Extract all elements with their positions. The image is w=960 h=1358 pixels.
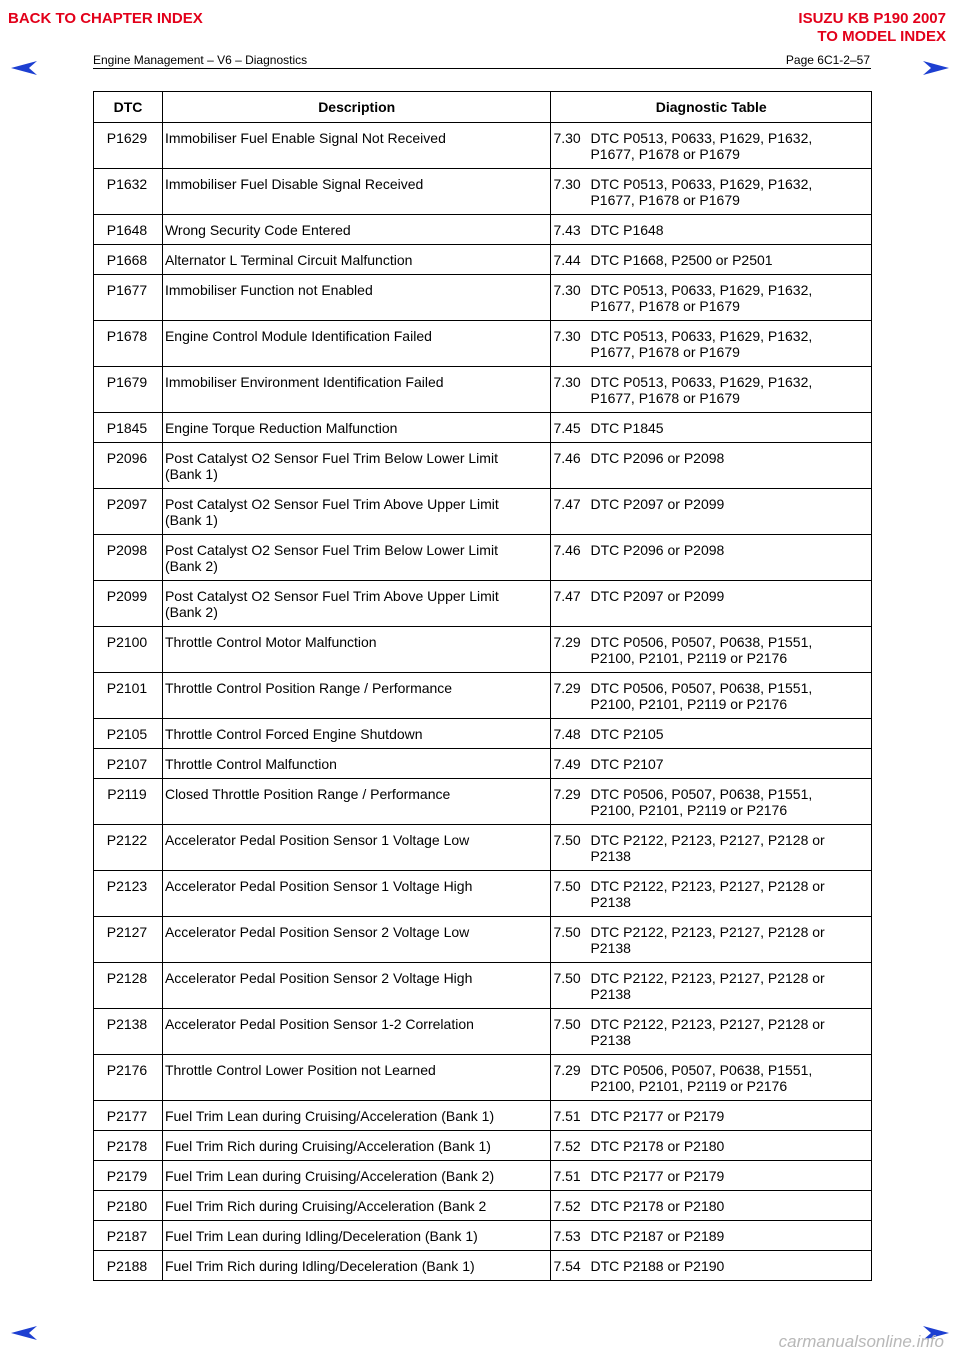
description-line: Post Catalyst O2 Sensor Fuel Trim Below Lower Limit — [164, 542, 498, 558]
diagnostic-line: DTC P2178 or P2180 — [590, 1138, 725, 1154]
prev-page-arrow-bottom-icon[interactable] — [10, 1325, 38, 1341]
watermark: carmanualsonline.info — [778, 1332, 944, 1351]
diagnostic-table-number: 7.30 — [553, 282, 581, 298]
description-line: Accelerator Pedal Position Sensor 2 Voltage High — [164, 970, 473, 986]
diagnostic-table-ref — [551, 535, 872, 581]
section-title: Engine Management – V6 – Diagnostics — [93, 53, 308, 67]
dtc-code: P2187 — [94, 1221, 163, 1251]
diagnostic-line: DTC P2097 or P2099 — [590, 588, 725, 604]
table-row — [94, 1131, 872, 1161]
diagnostic-table-ref — [551, 367, 872, 413]
dtc-description — [162, 779, 551, 825]
diagnostic-table-title — [590, 1228, 867, 1244]
dtc-description — [162, 275, 551, 321]
diagnostic-table-title — [590, 1108, 867, 1124]
diagnostic-table-title — [590, 328, 867, 360]
diagnostic-table-title — [590, 756, 867, 772]
description-line: Fuel Trim Lean during Idling/Deceleration (Bank 1) — [164, 1228, 478, 1244]
diagnostic-table-ref — [551, 1251, 872, 1281]
prev-page-arrow-icon[interactable] — [10, 60, 38, 76]
diagnostic-table-ref — [551, 123, 872, 169]
table-row — [94, 871, 872, 917]
diagnostic-table-ref — [551, 1055, 872, 1101]
diagnostic-line: DTC P2122, P2123, P2127, P2128 or — [590, 1016, 825, 1032]
diagnostic-table-title — [590, 1138, 867, 1154]
description-line: Fuel Trim Lean during Cruising/Acceleration (Bank 1) — [164, 1108, 495, 1124]
diagnostic-table-ref — [551, 719, 872, 749]
dtc-code: P2188 — [94, 1251, 163, 1281]
table-row — [94, 1009, 872, 1055]
diagnostic-line: DTC P0513, P0633, P1629, P1632, — [590, 282, 813, 298]
diagnostic-table-ref — [551, 1009, 872, 1055]
description-line: Wrong Security Code Entered — [164, 222, 351, 238]
diagnostic-line: DTC P1668, P2500 or P2501 — [590, 252, 773, 268]
diagnostic-line: DTC P2188 or P2190 — [590, 1258, 725, 1274]
table-row — [94, 1101, 872, 1131]
description-line: Immobiliser Fuel Disable Signal Received — [164, 176, 424, 192]
table-row — [94, 215, 872, 245]
description-line: Accelerator Pedal Position Sensor 1-2 Correlation — [164, 1016, 474, 1032]
diagnostic-line: P1677, P1678 or P1679 — [590, 390, 740, 406]
diagnostic-line: DTC P2122, P2123, P2127, P2128 or — [590, 970, 825, 986]
diagnostic-table-ref — [551, 1131, 872, 1161]
dtc-code: P1629 — [94, 123, 163, 169]
diagnostic-table-ref — [551, 489, 872, 535]
diagnostic-table-title — [590, 786, 867, 818]
dtc-code: P2122 — [94, 825, 163, 871]
diagnostic-table-number: 7.51 — [553, 1108, 581, 1124]
diagnostic-table-title — [590, 176, 867, 208]
dtc-code: P2101 — [94, 673, 163, 719]
table-header-row — [94, 92, 872, 123]
diagnostic-table-ref — [551, 1161, 872, 1191]
dtc-code: P2178 — [94, 1131, 163, 1161]
dtc-code: P2105 — [94, 719, 163, 749]
diagnostic-line: DTC P2122, P2123, P2127, P2128 or — [590, 878, 825, 894]
description-line: Throttle Control Forced Engine Shutdown — [164, 726, 423, 742]
diagnostic-table-title — [590, 1258, 867, 1274]
diagnostic-line: DTC P2096 or P2098 — [590, 450, 725, 466]
diagnostic-table-number: 7.29 — [553, 786, 581, 802]
description-line: (Bank 1) — [164, 512, 218, 528]
description-line: Immobiliser Function not Enabled — [164, 282, 373, 298]
diagnostic-line: P2138 — [590, 894, 631, 910]
dtc-description — [162, 719, 551, 749]
model-title: ISUZU KB P190 2007 — [798, 10, 946, 27]
dtc-code: P2177 — [94, 1101, 163, 1131]
description-line: Fuel Trim Lean during Cruising/Acceleration (Bank 2) — [164, 1168, 495, 1184]
diagnostic-table-number: 7.30 — [553, 130, 581, 146]
diagnostic-table-ref — [551, 275, 872, 321]
dtc-description — [162, 489, 551, 535]
table-row — [94, 535, 872, 581]
dtc-description — [162, 749, 551, 779]
dtc-description — [162, 1009, 551, 1055]
table-row — [94, 1251, 872, 1281]
diagnostic-table-ref — [551, 871, 872, 917]
diagnostic-table-number: 7.52 — [553, 1198, 581, 1214]
table-row — [94, 749, 872, 779]
next-page-arrow-icon[interactable] — [922, 60, 950, 76]
diagnostic-table-number: 7.50 — [553, 970, 581, 986]
diagnostic-table-title — [590, 222, 867, 238]
diagnostic-table-ref — [551, 825, 872, 871]
diagnostic-table-number: 7.50 — [553, 878, 581, 894]
dtc-code: P1679 — [94, 367, 163, 413]
diagnostic-table-number: 7.53 — [553, 1228, 581, 1244]
table-row — [94, 1221, 872, 1251]
diagnostic-table-title — [590, 1198, 867, 1214]
diagnostic-line: P2100, P2101, P2119 or P2176 — [590, 1078, 788, 1094]
diagnostic-line: P2138 — [590, 940, 631, 956]
col-header-diagnostic-table: Diagnostic Table — [551, 92, 872, 123]
diagnostic-table-ref — [551, 245, 872, 275]
dtc-code: P2128 — [94, 963, 163, 1009]
dtc-description — [162, 1161, 551, 1191]
dtc-description — [162, 367, 551, 413]
diagnostic-line: P1677, P1678 or P1679 — [590, 192, 740, 208]
diagnostic-table-number: 7.30 — [553, 374, 581, 390]
table-row — [94, 413, 872, 443]
diagnostic-table-title — [590, 420, 867, 436]
dtc-code: P2098 — [94, 535, 163, 581]
dtc-description — [162, 245, 551, 275]
table-row — [94, 321, 872, 367]
back-to-chapter-index-link[interactable]: BACK TO CHAPTER INDEX — [8, 10, 203, 27]
table-row — [94, 1191, 872, 1221]
diagnostic-line: DTC P0506, P0507, P0638, P1551, — [590, 680, 813, 696]
dtc-description — [162, 917, 551, 963]
dtc-code: P2097 — [94, 489, 163, 535]
diagnostic-table-number: 7.46 — [553, 542, 581, 558]
diagnostic-table-number: 7.54 — [553, 1258, 581, 1274]
header-divider — [93, 68, 871, 69]
dtc-description — [162, 825, 551, 871]
table-row — [94, 1055, 872, 1101]
diagnostic-line: DTC P1648 — [590, 222, 664, 238]
diagnostic-table-ref — [551, 749, 872, 779]
diagnostic-line: DTC P2105 — [590, 726, 664, 742]
to-model-index-link[interactable]: TO MODEL INDEX — [817, 28, 946, 45]
diagnostic-table-ref — [551, 413, 872, 443]
diagnostic-table-number: 7.44 — [553, 252, 581, 268]
dtc-code: P2127 — [94, 917, 163, 963]
description-line: Fuel Trim Rich during Cruising/Acceleration (Bank 1) — [164, 1138, 491, 1154]
table-row — [94, 123, 872, 169]
diagnostic-table-number: 7.47 — [553, 496, 581, 512]
dtc-code: P1648 — [94, 215, 163, 245]
table-row — [94, 581, 872, 627]
diagnostic-line: DTC P0506, P0507, P0638, P1551, — [590, 1062, 813, 1078]
model-index-block[interactable] — [798, 10, 946, 46]
diagnostic-table-ref — [551, 1221, 872, 1251]
dtc-code: P1677 — [94, 275, 163, 321]
diagnostic-line: P2138 — [590, 848, 631, 864]
diagnostic-line: DTC P2107 — [590, 756, 664, 772]
diagnostic-table-title — [590, 924, 867, 956]
description-line: Immobiliser Environment Identification Failed — [164, 374, 444, 390]
description-line: Throttle Control Lower Position not Learned — [164, 1062, 436, 1078]
diagnostic-table-title — [590, 726, 867, 742]
description-line: Accelerator Pedal Position Sensor 1 Voltage High — [164, 878, 473, 894]
dtc-description — [162, 673, 551, 719]
diagnostic-table-title — [590, 634, 867, 666]
dtc-code: P2107 — [94, 749, 163, 779]
description-line: Throttle Control Position Range / Performance — [164, 680, 453, 696]
diagnostic-table-number: 7.46 — [553, 450, 581, 466]
diagnostic-table-title — [590, 878, 867, 910]
table-row — [94, 917, 872, 963]
diagnostic-line: P2100, P2101, P2119 or P2176 — [590, 696, 788, 712]
diagnostic-table-number: 7.29 — [553, 680, 581, 696]
table-row — [94, 779, 872, 825]
dtc-description — [162, 963, 551, 1009]
table-row — [94, 825, 872, 871]
diagnostic-table-title — [590, 970, 867, 1002]
dtc-table — [93, 91, 872, 1281]
diagnostic-table-number: 7.29 — [553, 1062, 581, 1078]
dtc-code: P2176 — [94, 1055, 163, 1101]
dtc-code: P2180 — [94, 1191, 163, 1221]
table-row — [94, 719, 872, 749]
diagnostic-table-ref — [551, 169, 872, 215]
table-row — [94, 169, 872, 215]
diagnostic-line: P1677, P1678 or P1679 — [590, 344, 740, 360]
diagnostic-table-title — [590, 282, 867, 314]
diagnostic-table-ref — [551, 1101, 872, 1131]
dtc-description — [162, 1221, 551, 1251]
diagnostic-line: DTC P2122, P2123, P2127, P2128 or — [590, 924, 825, 940]
diagnostic-line: DTC P2177 or P2179 — [590, 1108, 725, 1124]
diagnostic-table-title — [590, 450, 867, 466]
dtc-description — [162, 169, 551, 215]
diagnostic-line: DTC P2187 or P2189 — [590, 1228, 725, 1244]
diagnostic-table-ref — [551, 917, 872, 963]
diagnostic-line: P2138 — [590, 1032, 631, 1048]
description-line: (Bank 1) — [164, 466, 218, 482]
description-line: Throttle Control Malfunction — [164, 756, 337, 772]
diagnostic-table-title — [590, 542, 867, 558]
dtc-code: P2123 — [94, 871, 163, 917]
description-line: (Bank 2) — [164, 604, 218, 620]
col-header-description: Description — [162, 92, 551, 123]
diagnostic-table-ref — [551, 321, 872, 367]
diagnostic-table-title — [590, 588, 867, 604]
dtc-code: P2119 — [94, 779, 163, 825]
diagnostic-table-ref — [551, 215, 872, 245]
description-line: Post Catalyst O2 Sensor Fuel Trim Below Lower Limit — [164, 450, 498, 466]
description-line: Post Catalyst O2 Sensor Fuel Trim Above Upper Limit — [164, 588, 499, 604]
diagnostic-table-ref — [551, 673, 872, 719]
diagnostic-table-ref — [551, 443, 872, 489]
dtc-code: P2179 — [94, 1161, 163, 1191]
dtc-description — [162, 535, 551, 581]
table-row — [94, 275, 872, 321]
description-line: Engine Control Module Identification Failed — [164, 328, 432, 344]
page-number: Page 6C1-2–57 — [785, 53, 870, 67]
dtc-code: P2138 — [94, 1009, 163, 1055]
description-line: Fuel Trim Rich during Cruising/Acceleration (Bank 2 — [164, 1198, 487, 1214]
diagnostic-line: P2138 — [590, 986, 631, 1002]
diagnostic-table-number: 7.30 — [553, 176, 581, 192]
diagnostic-table-ref — [551, 963, 872, 1009]
diagnostic-line: DTC P0506, P0507, P0638, P1551, — [590, 634, 813, 650]
dtc-table-body — [94, 123, 872, 1281]
diagnostic-line: P2100, P2101, P2119 or P2176 — [590, 650, 788, 666]
diagnostic-table-title — [590, 496, 867, 512]
diagnostic-table-title — [590, 1168, 867, 1184]
dtc-code: P1632 — [94, 169, 163, 215]
col-header-dtc: DTC — [94, 92, 163, 123]
diagnostic-line: DTC P0513, P0633, P1629, P1632, — [590, 328, 813, 344]
table-row — [94, 245, 872, 275]
diagnostic-table-number: 7.50 — [553, 1016, 581, 1032]
diagnostic-table-number: 7.49 — [553, 756, 581, 772]
description-line: Alternator L Terminal Circuit Malfunction — [164, 252, 413, 268]
table-row — [94, 627, 872, 673]
diagnostic-table-number: 7.52 — [553, 1138, 581, 1154]
diagnostic-line: P1677, P1678 or P1679 — [590, 146, 740, 162]
dtc-code: P1678 — [94, 321, 163, 367]
dtc-description — [162, 1055, 551, 1101]
diagnostic-table-number: 7.43 — [553, 222, 581, 238]
diagnostic-line: DTC P2178 or P2180 — [590, 1198, 725, 1214]
dtc-description — [162, 123, 551, 169]
diagnostic-line: DTC P0513, P0633, P1629, P1632, — [590, 374, 813, 390]
diagnostic-table-number: 7.50 — [553, 832, 581, 848]
table-row — [94, 489, 872, 535]
description-line: Engine Torque Reduction Malfunction — [164, 420, 398, 436]
table-row — [94, 367, 872, 413]
diagnostic-table-number: 7.30 — [553, 328, 581, 344]
diagnostic-line: DTC P0513, P0633, P1629, P1632, — [590, 176, 813, 192]
dtc-description — [162, 321, 551, 367]
diagnostic-table-number: 7.50 — [553, 924, 581, 940]
table-row — [94, 963, 872, 1009]
diagnostic-table-number: 7.51 — [553, 1168, 581, 1184]
dtc-code: P2100 — [94, 627, 163, 673]
diagnostic-table-number: 7.47 — [553, 588, 581, 604]
dtc-description — [162, 413, 551, 443]
diagnostic-table-title — [590, 130, 867, 162]
diagnostic-line: DTC P2096 or P2098 — [590, 542, 725, 558]
description-line: (Bank 2) — [164, 558, 218, 574]
diagnostic-table-title — [590, 374, 867, 406]
dtc-code: P2096 — [94, 443, 163, 489]
diagnostic-line: DTC P2122, P2123, P2127, P2128 or — [590, 832, 825, 848]
table-row — [94, 1161, 872, 1191]
diagnostic-table-title — [590, 680, 867, 712]
diagnostic-line: DTC P2097 or P2099 — [590, 496, 725, 512]
dtc-description — [162, 1101, 551, 1131]
dtc-description — [162, 1131, 551, 1161]
diagnostic-line: DTC P1845 — [590, 420, 664, 436]
dtc-code: P1845 — [94, 413, 163, 443]
description-line: Accelerator Pedal Position Sensor 1 Voltage Low — [164, 832, 470, 848]
diagnostic-line: DTC P0506, P0507, P0638, P1551, — [590, 786, 813, 802]
diagnostic-table-title — [590, 1016, 867, 1048]
diagnostic-line: P1677, P1678 or P1679 — [590, 298, 740, 314]
diagnostic-table-ref — [551, 581, 872, 627]
description-line: Fuel Trim Rich during Idling/Deceleration (Bank 1) — [164, 1258, 475, 1274]
diagnostic-table-number: 7.45 — [553, 420, 581, 436]
diagnostic-table-title — [590, 832, 867, 864]
dtc-description — [162, 1191, 551, 1221]
description-line: Accelerator Pedal Position Sensor 2 Voltage Low — [164, 924, 470, 940]
description-line: Immobiliser Fuel Enable Signal Not Received — [164, 130, 446, 146]
dtc-description — [162, 871, 551, 917]
diagnostic-line: P2100, P2101, P2119 or P2176 — [590, 802, 788, 818]
dtc-description — [162, 443, 551, 489]
diagnostic-table-ref — [551, 1191, 872, 1221]
table-row — [94, 673, 872, 719]
diagnostic-table-ref — [551, 627, 872, 673]
description-line: Post Catalyst O2 Sensor Fuel Trim Above Upper Limit — [164, 496, 499, 512]
dtc-description — [162, 215, 551, 245]
diagnostic-table-number: 7.29 — [553, 634, 581, 650]
diagnostic-line: DTC P0513, P0633, P1629, P1632, — [590, 130, 813, 146]
diagnostic-line: DTC P2177 or P2179 — [590, 1168, 725, 1184]
description-line: Throttle Control Motor Malfunction — [164, 634, 377, 650]
dtc-description — [162, 1251, 551, 1281]
diagnostic-table-title — [590, 1062, 867, 1094]
dtc-code: P1668 — [94, 245, 163, 275]
dtc-description — [162, 581, 551, 627]
diagnostic-table-title — [590, 252, 867, 268]
description-line: Closed Throttle Position Range / Performance — [164, 786, 451, 802]
dtc-code: P2099 — [94, 581, 163, 627]
dtc-description — [162, 627, 551, 673]
table-row — [94, 443, 872, 489]
diagnostic-table-number: 7.48 — [553, 726, 581, 742]
diagnostic-table-ref — [551, 779, 872, 825]
